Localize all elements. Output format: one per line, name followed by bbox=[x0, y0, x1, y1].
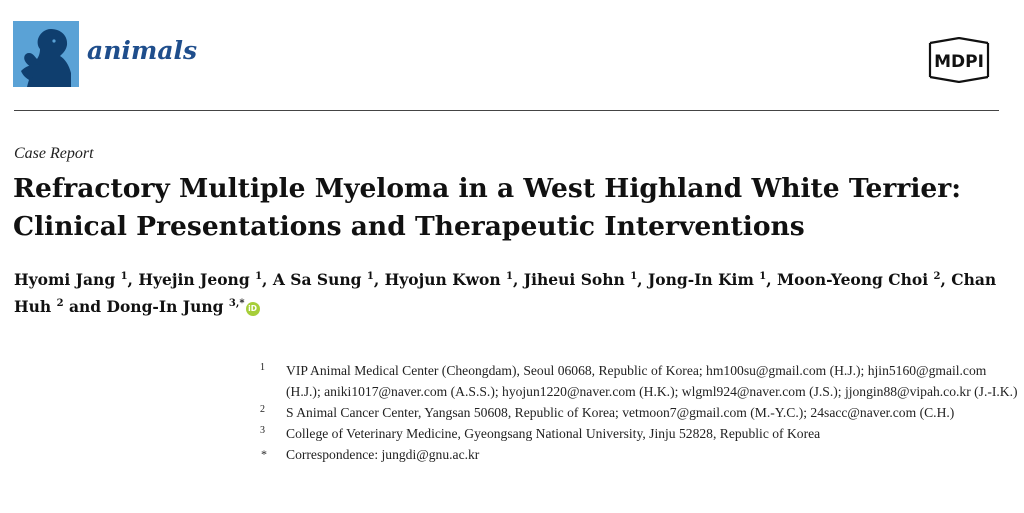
author-list: Hyomi Jang $^1$, Hyejin Jeong $^1$, A Sa Sung $^1$, Hyojun Kwon $^1$, Jiheui Sohn $^1$, Jong-In Kim $^1$, Moon-Yeong Choi $^2$, Chan Huh $^2$ and Dong-In Jung $^{3,*}$ iD bbox=[14, 270, 997, 316]
author-name[interactable]: Dong-In Jung bbox=[106, 297, 224, 316]
journal-logo[interactable] bbox=[13, 21, 79, 87]
orcid-icon[interactable]: iD bbox=[246, 302, 260, 316]
author-name[interactable]: A Sa Sung bbox=[272, 270, 362, 289]
author-affiliation-marker[interactable]: 1 bbox=[255, 271, 263, 282]
publisher-logo[interactable] bbox=[920, 37, 998, 83]
author-name[interactable]: Chan Huh bbox=[14, 270, 997, 316]
affiliation-marker: * bbox=[261, 447, 267, 461]
author-affiliation-marker[interactable]: 1 bbox=[506, 271, 513, 282]
affiliation-text: VIP Animal Medical Center (Cheongdam), Seoul 06068, Republic of Korea; hm100su@gmail.com (H.J.); hjin5160@gmail.com (H.J.); aniki1017@naver.com (A.S.S.); hyojun1220@naver.com (H.K.); wlgml924@naver.com (J.S.); jjongin88@vipah.co.kr (J.-I.K.) bbox=[286, 363, 1018, 399]
author-affiliation-marker[interactable]: 1 bbox=[630, 271, 638, 282]
author-conjunction: and bbox=[68, 297, 102, 316]
author-affiliation-marker[interactable]: 1 bbox=[759, 271, 767, 282]
article-type: Case Report bbox=[14, 145, 94, 162]
affiliation-text: College of Veterinary Medicine, Gyeongsang National University, Jinju 52828, Republic of Korea bbox=[286, 426, 821, 441]
journal-name[interactable]: animals bbox=[87, 36, 198, 65]
author-affiliation-marker[interactable]: 2 bbox=[56, 298, 64, 309]
page-header bbox=[0, 0, 1024, 112]
affiliation-item bbox=[258, 360, 1018, 402]
affiliation-item bbox=[258, 423, 1018, 444]
author-name[interactable]: Moon-Yeong Choi bbox=[777, 270, 929, 289]
header-divider bbox=[14, 110, 999, 111]
affiliation-text: S Animal Cancer Center, Yangsan 50608, Republic of Korea; vetmoon7@gmail.com (M.-Y.C.); 24sacc@naver.com (C.H.) bbox=[286, 405, 955, 420]
author-name[interactable]: Hyejin Jeong bbox=[138, 270, 250, 289]
publisher-logo-text: MDPI bbox=[934, 52, 984, 72]
affiliation-list bbox=[258, 360, 1018, 465]
author-name[interactable]: Hyojun Kwon bbox=[384, 270, 501, 289]
author-affiliation-marker[interactable]: 3,* bbox=[228, 298, 245, 309]
author-affiliation-marker[interactable]: 1 bbox=[120, 271, 128, 282]
mdpi-logo-icon bbox=[920, 37, 998, 83]
author-name[interactable]: Jiheui Sohn bbox=[523, 270, 625, 289]
author-affiliation-marker[interactable]: 1 bbox=[366, 271, 374, 282]
affiliation-marker: 3 bbox=[260, 425, 265, 436]
author-name[interactable]: Hyomi Jang bbox=[14, 270, 116, 289]
monkey-silhouette-icon bbox=[13, 21, 79, 87]
affiliation-item bbox=[258, 402, 1018, 423]
affiliation-text: Correspondence: jungdi@gnu.ac.kr bbox=[286, 447, 480, 462]
article-title: Refractory Multiple Myeloma in a West Highland White Terrier: Clinical Presentations and Therapeutic Interventions bbox=[13, 173, 961, 242]
author-affiliation-marker[interactable]: 2 bbox=[933, 271, 941, 282]
affiliation-marker: 1 bbox=[260, 362, 265, 373]
author-name[interactable]: Jong-In Kim bbox=[647, 270, 754, 289]
affiliation-item bbox=[258, 444, 1018, 465]
affiliation-marker: 2 bbox=[260, 404, 265, 415]
